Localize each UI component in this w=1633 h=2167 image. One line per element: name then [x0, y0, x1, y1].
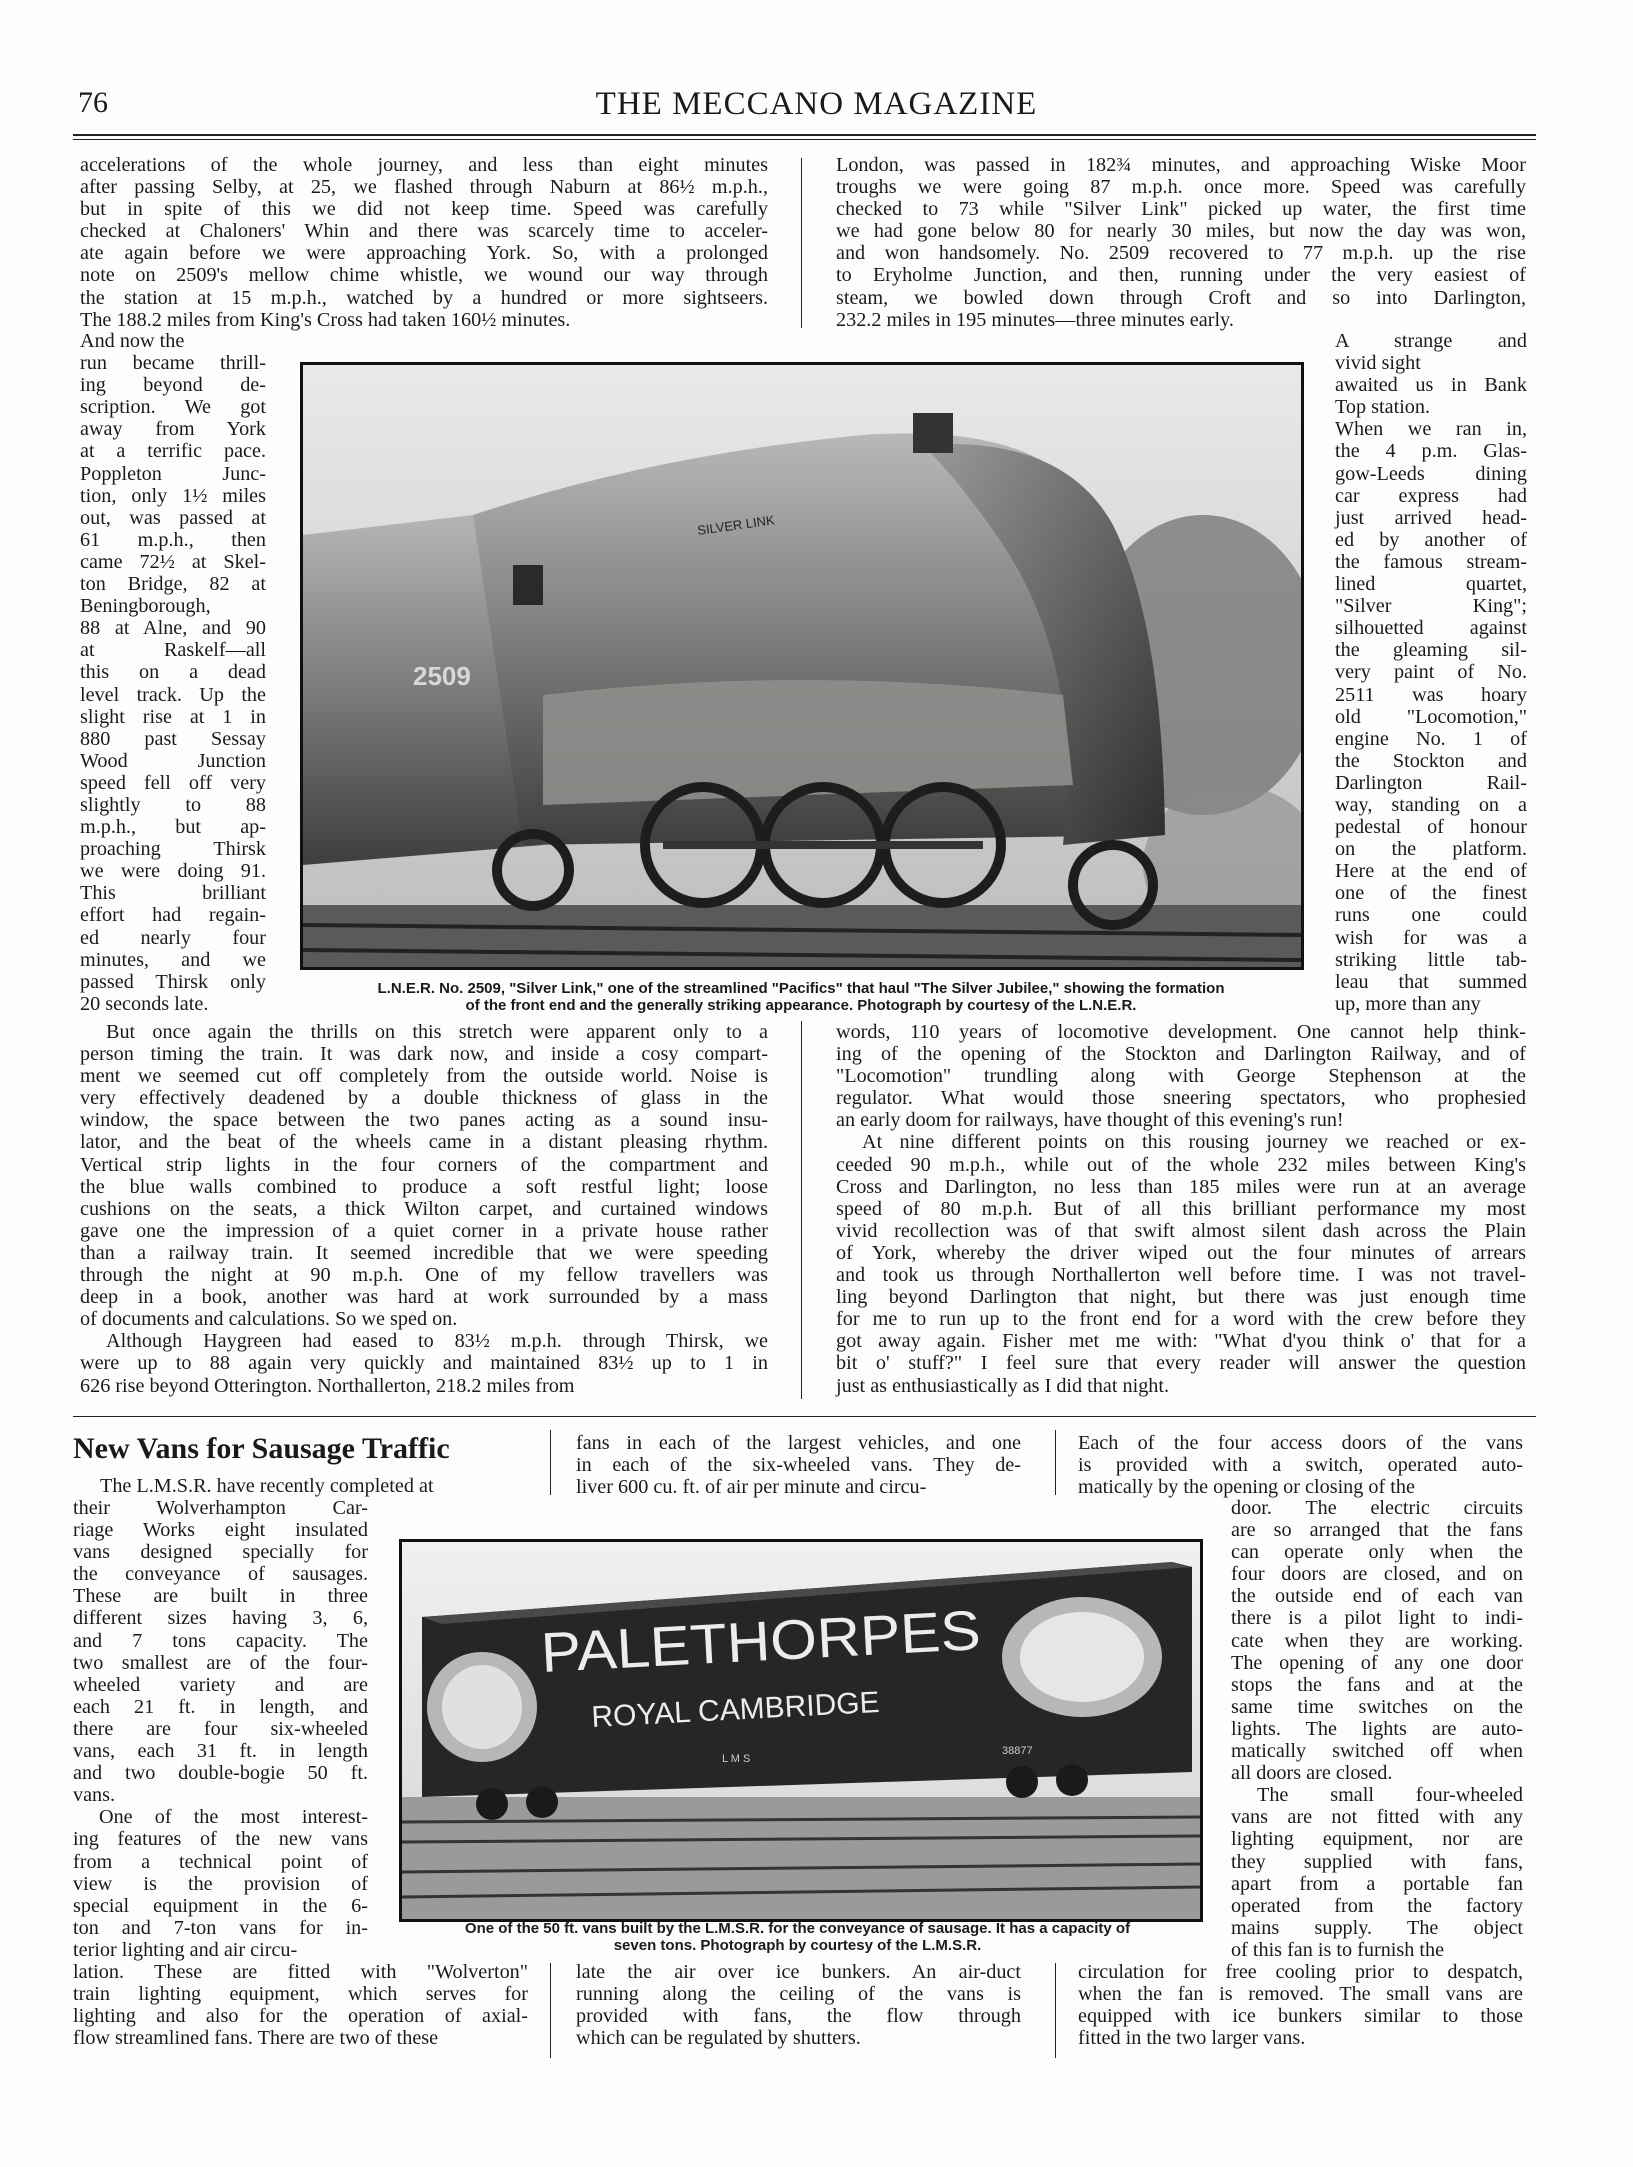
text-line: lator, and the beat of the wheels came in a distant pleasing rhythm.	[80, 1131, 768, 1154]
text-line: which can be regulated by shutters.	[576, 2027, 861, 2050]
text-line: level track. Up the	[80, 683, 266, 706]
text-line: train lighting equipment, which serves for	[73, 1983, 528, 2006]
text-line: at a terrific pace.	[80, 440, 266, 463]
text-line: bit o' stuff?" I feel sure that every reader will answer the question	[836, 1352, 1526, 1375]
text-line: Poppleton Junc-	[80, 462, 266, 485]
text-line: the gleaming sil-	[1335, 639, 1527, 662]
text-line: The small four-wheeled	[1257, 1784, 1523, 1807]
text-line: slightly to 88	[80, 793, 266, 816]
text-line: on the platform.	[1335, 838, 1527, 861]
text-line: four doors are closed, and on	[1231, 1563, 1523, 1586]
van-number: 38877	[1002, 1745, 1033, 1757]
text-line: ceeded 90 m.p.h., while out of the whole 232 miles between King's	[836, 1153, 1526, 1176]
text-line: vivid recollection was of that swift almost silent dash across the Plain	[836, 1219, 1526, 1242]
text-line: 88 at Alne, and 90	[80, 617, 266, 640]
text-line: all doors are closed.	[1231, 1762, 1393, 1785]
text-line: gow-Leeds dining	[1335, 462, 1527, 485]
text-line: there are four six-wheeled	[73, 1717, 368, 1740]
text-line: the famous stream-	[1335, 550, 1527, 573]
text-line: wheeled variety and are	[73, 1673, 368, 1696]
text-line: cushions on the seats, a thick Wilton carpet, and curtained windows	[80, 1197, 768, 1220]
text-line: person timing the train. It was dark now, and inside a cosy compart-	[80, 1043, 768, 1066]
text-line: gave one the impression of a quiet corner in a private house rather	[80, 1219, 768, 1242]
article2-col2-top	[576, 1432, 1021, 1498]
text-line: 880 past Sessay	[80, 727, 266, 750]
text-line: regulator. What would those sneering spectators, who prophesied	[836, 1087, 1526, 1110]
text-line: very paint of No.	[1335, 661, 1527, 684]
text-line: 232.2 miles in 195 minutes—three minutes early.	[836, 308, 1234, 331]
text-line: the outside end of each van	[1231, 1585, 1523, 1608]
locomotive-photo	[300, 362, 1304, 970]
text-line: to Eryholme Junction, and then, running under the very easiest of	[836, 264, 1526, 287]
text-line: one of the finest	[1335, 882, 1527, 905]
text-line: riage Works eight insulated	[73, 1519, 368, 1542]
text-line: awaited us in Bank	[1335, 374, 1527, 397]
text-line: leau that summed	[1335, 970, 1527, 993]
van-caption	[390, 1920, 1205, 1954]
text-line: special equipment in the 6-	[73, 1894, 368, 1917]
text-line: ing beyond de-	[80, 374, 266, 397]
column-divider	[801, 1021, 802, 1399]
text-line: Top station.	[1335, 396, 1431, 419]
text-line: Wood Junction	[80, 749, 266, 772]
text-line: vans, each 31 ft. in length	[73, 1740, 368, 1763]
text-line: mains supply. The object	[1231, 1916, 1523, 1939]
text-line: speed of 80 m.p.h. But of all this brilliant performance my most	[836, 1197, 1526, 1220]
text-line: wish for was a	[1335, 926, 1527, 949]
text-line: 626 rise beyond Otterington. Northallerton, 218.2 miles from	[80, 1374, 575, 1397]
article1-top-left	[80, 154, 768, 331]
text-line: in each of the six-wheeled vans. They de-	[576, 1454, 1021, 1477]
text-line: an early doom for railways, have thought of this evening's run!	[836, 1109, 1344, 1132]
text-line: lighting equipment, nor are	[1231, 1828, 1523, 1851]
text-line: away from York	[80, 418, 266, 441]
text-line: A strange and	[1335, 330, 1527, 352]
text-line: but in spite of this we did not keep time. Speed was carefully	[80, 198, 768, 221]
text-line: Darlington Rail-	[1335, 771, 1527, 794]
page-number: 76	[78, 86, 108, 119]
text-line: they supplied with fans,	[1231, 1850, 1523, 1873]
text-line: we were doing 91.	[80, 860, 266, 883]
text-line: and took us through Northallerton well before time. I was not travel-	[836, 1264, 1526, 1287]
text-line: proaching Thirsk	[80, 838, 266, 861]
text-line: Beningborough,	[80, 595, 211, 618]
text-line: flow streamlined fans. There are two of these	[73, 2027, 439, 2050]
text-line: ed nearly four	[80, 926, 266, 949]
text-line: Each of the four access doors of the vans	[1078, 1432, 1523, 1454]
text-line: This brilliant	[80, 882, 266, 905]
text-line: matically by the opening or closing of the	[1078, 1476, 1415, 1499]
text-line: each 21 ft. in length, and	[73, 1695, 368, 1718]
text-line: car express had	[1335, 484, 1527, 507]
text-line: very effectively deadened by a double thickness of glass in the	[80, 1087, 768, 1110]
text-line: and two double-bogie 50 ft.	[73, 1762, 368, 1785]
text-line: run became thrill-	[80, 352, 266, 375]
text-line: When we ran in,	[1335, 418, 1527, 441]
article2-col3-narrow	[1231, 1497, 1523, 1961]
locomotive-illustration	[303, 365, 1301, 967]
text-line: the 4 p.m. Glas-	[1335, 440, 1527, 463]
text-line: 2511 was hoary	[1335, 683, 1527, 706]
loco-number: 2509	[413, 661, 471, 691]
text-line: One of the most interest-	[99, 1806, 368, 1829]
van-brand: PALETHORPES	[539, 1599, 952, 1684]
text-line: fitted in the two larger vans.	[1078, 2027, 1306, 2050]
text-line: ton Bridge, 82 at	[80, 573, 266, 596]
text-line: for me to run up to the front end for a word with the crew before they	[836, 1308, 1526, 1331]
article2-col2-bottom	[576, 1961, 1021, 2049]
text-line: ing features of the new vans	[73, 1828, 368, 1851]
caption-line: of the front end and the generally striking appearance. Photograph by courtesy of the L.N.E.R.	[465, 997, 1137, 1014]
text-line: matically switched off when	[1231, 1740, 1523, 1763]
header-rule-thin	[73, 139, 1536, 140]
text-line: vivid sight	[1335, 352, 1421, 375]
text-line: Although Haygreen had eased to 83½ m.p.h. through Thirsk, we	[106, 1330, 768, 1353]
text-line: two smallest are of the four-	[73, 1651, 368, 1674]
text-line: just arrived head-	[1335, 506, 1527, 529]
text-line: lined quartet,	[1335, 573, 1527, 596]
text-line: the conveyance of sausages.	[73, 1563, 368, 1586]
text-line: And now the	[80, 330, 185, 352]
text-line: Here at the end of	[1335, 860, 1527, 883]
text-line: were up to 88 again very quickly and maintained 83½ up to 1 in	[80, 1352, 768, 1375]
text-line: the Stockton and	[1335, 749, 1527, 772]
text-line: operated from the factory	[1231, 1894, 1523, 1917]
article1-top-right	[836, 154, 1526, 331]
article2-col1-narrow	[73, 1497, 368, 1961]
text-line: ate again before we were approaching York. So, with a prolonged	[80, 242, 768, 265]
text-line: "Silver King";	[1335, 595, 1527, 618]
column-divider	[1055, 1430, 1056, 1495]
text-line: of York, whereby the driver wiped out the four minutes of arrears	[836, 1241, 1526, 1264]
loco-nameplate: SILVER LINK	[696, 512, 776, 538]
article2-col3-top	[1078, 1432, 1523, 1498]
text-line: through the night at 90 m.p.h. One of my fellow travellers was	[80, 1264, 768, 1287]
text-line: runs one could	[1335, 904, 1527, 927]
locomotive-caption	[276, 980, 1326, 1014]
magazine-title: THE MECCANO MAGAZINE	[595, 86, 1038, 122]
text-line: 20 seconds late.	[80, 992, 209, 1015]
text-line: ed by another of	[1335, 528, 1527, 551]
text-line: than a railway train. It seemed incredible that we were speeding	[80, 1241, 768, 1264]
column-divider	[550, 1430, 551, 1495]
text-line: Vertical strip lights in the four corners of the compartment and	[80, 1153, 768, 1176]
text-line: when the fan is removed. The small vans are	[1078, 1983, 1523, 2006]
text-line: speed fell off very	[80, 771, 266, 794]
text-line: London, was passed in 182¾ minutes, and approaching Wiske Moor	[836, 154, 1526, 176]
text-line: equipped with ice bunkers similar to those	[1078, 2005, 1523, 2028]
text-line: the station at 15 m.p.h., watched by a hundred or more sightseers.	[80, 286, 768, 309]
text-line: 61 m.p.h., then	[80, 528, 266, 551]
text-line: scription. We got	[80, 396, 266, 419]
text-line: striking little tab-	[1335, 948, 1527, 971]
text-line: up, more than any	[1335, 992, 1481, 1015]
text-line: came 72½ at Skel-	[80, 550, 266, 573]
text-line: These are built in three	[73, 1585, 368, 1608]
text-line: Cross and Darlington, no less than 185 miles were run at an average	[836, 1175, 1526, 1198]
text-line: can operate only when the	[1231, 1541, 1523, 1564]
text-line: same time switches on the	[1231, 1695, 1523, 1718]
text-line: ment we seemed cut off completely from the outside world. Noise is	[80, 1065, 768, 1088]
text-line: apart from a portable fan	[1231, 1872, 1523, 1895]
article2-col3-bottom	[1078, 1961, 1523, 2049]
van-photo	[399, 1539, 1203, 1922]
text-line: ling beyond Darlington that night, but there was just enough time	[836, 1286, 1526, 1309]
text-line: lighting and also for the operation of axial-	[73, 2005, 528, 2028]
column-divider	[550, 1963, 551, 2058]
text-line: door. The electric circuits	[1231, 1497, 1523, 1519]
text-line: effort had regain-	[80, 904, 266, 927]
text-line: old "Locomotion,"	[1335, 705, 1527, 728]
text-line: provided with fans, the flow through	[576, 2005, 1021, 2028]
text-line: pedestal of honour	[1335, 816, 1527, 839]
article1-narrow-right	[1335, 330, 1527, 1015]
text-line: late the air over ice bunkers. An air-duct	[576, 1961, 1021, 1983]
text-line: window, the space between the two panes acting as a sound insu-	[80, 1109, 768, 1132]
text-line: terior lighting and air circu-	[73, 1938, 298, 1961]
text-line: deep in a book, another was hard at work surrounded by a mass	[80, 1286, 768, 1309]
text-line: ton and 7-ton vans for in-	[73, 1916, 368, 1939]
text-line: stops the fans and at the	[1231, 1673, 1523, 1696]
text-line: engine No. 1 of	[1335, 727, 1527, 750]
text-line: are so arranged that the fans	[1231, 1519, 1523, 1542]
text-line: lation. These are fitted with "Wolverton"	[73, 1961, 528, 1983]
text-line: "Locomotion" trundling along with George Stephenson at the	[836, 1065, 1526, 1088]
text-line: passed Thirsk only	[80, 970, 266, 993]
text-line: vans are not fitted with any	[1231, 1806, 1523, 1829]
text-line: tion, only 1½ miles	[80, 484, 266, 507]
van-sub: ROYAL CAMBRIDGE	[590, 1685, 881, 1734]
text-line: got away again. Fisher met me with: "What d'you think o' that for a	[836, 1330, 1526, 1353]
text-line: and won handsomely. No. 2509 recovered to 77 m.p.h. up the rise	[836, 242, 1526, 265]
text-line: But once again the thrills on this stretch were apparent only to a	[106, 1021, 768, 1043]
caption-line: One of the 50 ft. vans built by the L.M.S.R. for the conveyance of sausage. It has a capacity of	[464, 1920, 1131, 1937]
text-line: slight rise at 1 in	[80, 705, 266, 728]
text-line: m.p.h., but ap-	[80, 816, 266, 839]
text-line: silhouetted against	[1335, 617, 1527, 640]
column-divider	[1055, 1963, 1056, 2058]
text-line: from a technical point of	[73, 1850, 368, 1873]
text-line: accelerations of the whole journey, and less than eight minutes	[80, 154, 768, 176]
text-line: out, was passed at	[80, 506, 266, 529]
text-line: of this fan is to furnish the	[1231, 1938, 1445, 1961]
article1-bottom-right	[836, 1021, 1526, 1397]
text-line: checked at Chaloners' Whin and there was scarcely time to acceler-	[80, 220, 768, 243]
text-line: different sizes having 3, 6,	[73, 1607, 368, 1630]
text-line: steam, we bowled down through Croft and so into Darlington,	[836, 286, 1526, 309]
text-line: note on 2509's mellow chime whistle, we wound our way through	[80, 264, 768, 287]
text-line: of documents and calculations. So we sped on.	[80, 1308, 458, 1331]
text-line: At nine different points on this rousing journey we reached or ex-	[862, 1131, 1526, 1154]
text-line: just as enthusiastically as I did that night.	[836, 1374, 1170, 1397]
text-line: this on a dead	[80, 661, 266, 684]
text-line: the blue walls combined to produce a soft restful light; loose	[80, 1175, 768, 1198]
article-divider	[73, 1416, 1536, 1417]
caption-line: seven tons. Photograph by courtesy of the L.M.S.R.	[613, 1937, 982, 1954]
text-line: troughs we were going 87 m.p.h. once more. Speed was carefully	[836, 176, 1526, 199]
text-line: running along the ceiling of the vans is	[576, 1983, 1021, 2006]
text-line: fans in each of the largest vehicles, and one	[576, 1432, 1021, 1454]
text-line: is provided with a switch, operated auto-	[1078, 1454, 1523, 1477]
van-illustration	[402, 1542, 1200, 1919]
text-line: minutes, and we	[80, 948, 266, 971]
article1-bottom-left	[80, 1021, 768, 1397]
text-line: we had gone below 80 for nearly 30 miles, but now the day was won,	[836, 220, 1526, 243]
text-line: after passing Selby, at 25, we flashed through Naburn at 86½ m.p.h.,	[80, 176, 768, 199]
article2-col1-top: The L.M.S.R. have recently completed at	[100, 1475, 434, 1497]
text-line: at Raskelf—all	[80, 639, 266, 662]
text-line: cate when they are working.	[1231, 1629, 1523, 1652]
text-line: words, 110 years of locomotive development. One cannot help think-	[836, 1021, 1526, 1043]
van-lms: L M S	[722, 1753, 751, 1765]
header-rule	[73, 134, 1536, 136]
text-line: vans.	[73, 1784, 116, 1807]
text-line: way, standing on a	[1335, 793, 1527, 816]
article1-narrow-left	[80, 330, 266, 1015]
text-line: The 188.2 miles from King's Cross had taken 160½ minutes.	[80, 308, 571, 331]
text-line: The opening of any one door	[1231, 1651, 1523, 1674]
column-divider	[801, 158, 802, 328]
article2-heading: New Vans for Sausage Traffic	[73, 1432, 450, 1465]
text-line: circulation for free cooling prior to despatch,	[1078, 1961, 1523, 1983]
article2-col1-bottom	[73, 1961, 528, 2049]
text-line: ing of the opening of the Stockton and Darlington Railway, and of	[836, 1043, 1526, 1066]
text-line: lights. The lights are auto-	[1231, 1717, 1523, 1740]
text-line: view is the provision of	[73, 1872, 368, 1895]
text-line: their Wolverhampton Car-	[73, 1497, 368, 1519]
text-line: vans designed specially for	[73, 1541, 368, 1564]
text-line: checked to 73 while "Silver Link" picked up water, the first time	[836, 198, 1526, 221]
text-line: and 7 tons capacity. The	[73, 1629, 368, 1652]
text-line: there is a pilot light to indi-	[1231, 1607, 1523, 1630]
caption-line: L.N.E.R. No. 2509, "Silver Link," one of the streamlined "Pacifics" that haul "The Silver Jubilee," showing the formation	[377, 980, 1225, 997]
text-line: liver 600 cu. ft. of air per minute and circu-	[576, 1476, 927, 1499]
